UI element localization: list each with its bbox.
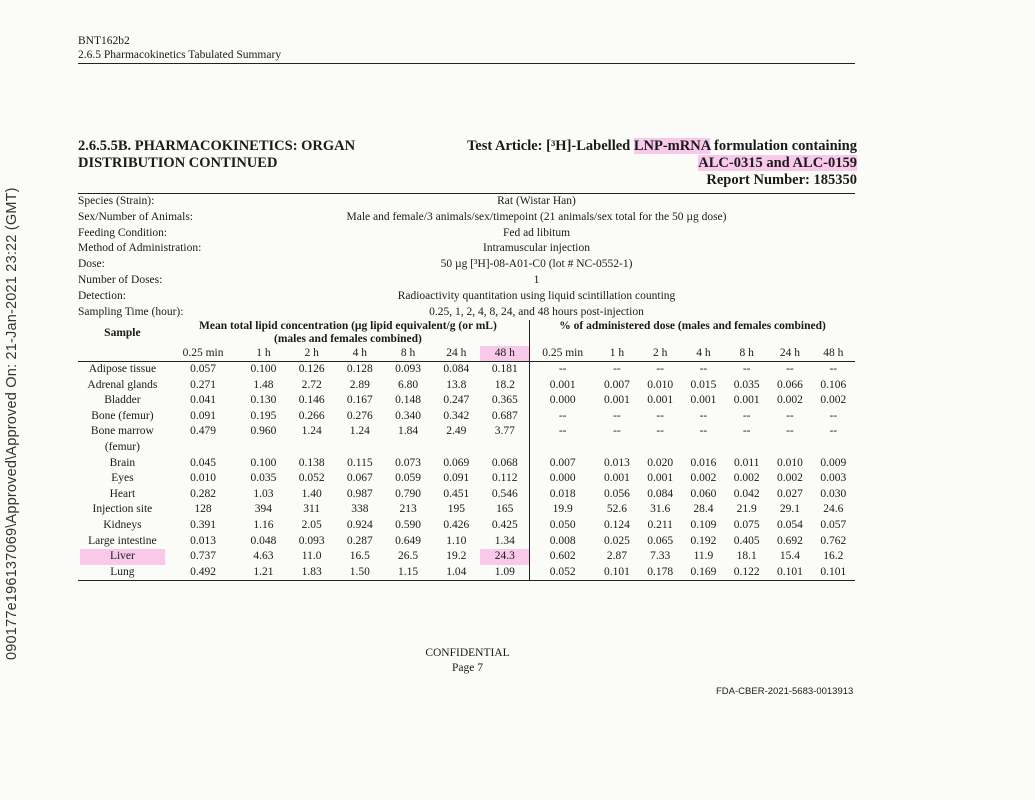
test-article-line1 (467, 138, 857, 155)
conc-value: 0.148 (395, 394, 422, 407)
sample-header: Sample (104, 326, 141, 339)
conc-value: 0.068 (491, 456, 518, 469)
pct-value: 0.054 (776, 518, 803, 531)
conc-time-header: 8 h (384, 346, 432, 362)
conc-value: 0.093 (395, 363, 422, 375)
conc-value: 0.052 (298, 472, 325, 485)
table-row (78, 502, 855, 518)
sample-name (78, 534, 167, 550)
pct-value: 15.4 (779, 550, 800, 563)
conc-value: 0.924 (346, 518, 373, 531)
pct-value: -- (742, 363, 751, 375)
pct-value: 0.057 (820, 518, 847, 531)
conc-value: 0.115 (347, 456, 373, 469)
conc-value: 0.130 (250, 394, 277, 407)
pct-value: -- (613, 409, 621, 422)
pct-value: 11.9 (693, 550, 714, 563)
test-article-title (467, 138, 857, 189)
conc-group-header-line1: Mean total lipid concentration (µg lipid equivalent/g (or mL) (199, 320, 497, 332)
pct-value: 0.016 (690, 456, 717, 469)
pct-value: 7.33 (650, 550, 671, 563)
meta-value: Fed ad libitum (502, 226, 571, 239)
conc-value: 0.271 (190, 378, 216, 391)
meta-row (78, 210, 855, 226)
conc-value: 0.069 (443, 456, 470, 469)
sample-name-line: Kidneys (103, 518, 142, 531)
sample-name (78, 487, 167, 503)
pct-value: -- (613, 425, 621, 438)
sample-name (78, 549, 167, 565)
pct-value: 0.178 (639, 565, 682, 581)
conc-value: 4.63 (253, 550, 274, 563)
conc-value: 0.126 (298, 363, 325, 375)
pct-value: 29.1 (779, 503, 800, 516)
pct-value: 0.692 (776, 534, 803, 547)
pct-value: 0.009 (820, 456, 847, 469)
conc-value: 1.24 (349, 425, 370, 438)
sample-name-line: Bone marrow (90, 425, 154, 438)
pct-value: 0.075 (733, 518, 760, 531)
table-row (78, 456, 855, 472)
meta-key: Dose: (78, 258, 105, 271)
pct-value: 0.052 (530, 565, 596, 581)
meta-value: 0.25, 1, 2, 4, 8, 24, and 48 hours post-injection (429, 305, 644, 318)
pct-value: -- (656, 409, 664, 422)
conc-value: 0.391 (190, 518, 216, 531)
conc-value: 0.987 (346, 487, 373, 500)
test-article-highlight: LNP-mRNA (633, 138, 711, 154)
pct-value: 0.007 (603, 378, 630, 391)
conc-value: 311 (303, 503, 321, 516)
sample-name-line: Adipose tissue (88, 363, 157, 375)
sample-name (78, 409, 167, 425)
conc-time-header: 24 h (432, 346, 480, 362)
pct-value: -- (742, 409, 751, 422)
sample-name-line: Liver (80, 549, 165, 565)
conc-value: 0.041 (190, 394, 216, 407)
page-footer (0, 646, 935, 676)
table-row (78, 409, 855, 425)
pct-value: 0.101 (768, 565, 811, 581)
pct-value: 0.124 (603, 518, 630, 531)
conc-value: 1.48 (253, 378, 274, 391)
meta-row (78, 257, 855, 273)
pct-value: 0.025 (603, 534, 630, 547)
conc-value: 0.035 (250, 472, 277, 485)
conc-value: 0.790 (395, 487, 422, 500)
meta-value: Rat (Wistar Han) (497, 195, 576, 207)
pct-value: 21.9 (736, 503, 757, 516)
conc-value: 1.34 (494, 534, 515, 547)
pct-value: 0.101 (595, 565, 638, 581)
pct-value: -- (786, 409, 794, 422)
pct-value: -- (699, 425, 708, 438)
sample-name-line: Bone (femur) (91, 409, 154, 422)
pct-value: -- (613, 363, 621, 375)
organ-distribution-table (78, 320, 855, 581)
conc-group-header-line2: (males and females combined) (273, 333, 422, 345)
conc-value: 0.100 (250, 363, 277, 375)
pct-time-header: 1 h (595, 346, 638, 362)
pct-value: 0.001 (733, 394, 760, 407)
conc-value: 1.16 (253, 518, 274, 531)
pct-time-header: 2 h (639, 346, 682, 362)
header-section: 2.6.5 Pharmacokinetics Tabulated Summary (78, 49, 282, 61)
pct-value: 0.030 (820, 487, 847, 500)
pct-value: -- (530, 409, 596, 425)
pct-value: -- (742, 425, 751, 438)
meta-key: Species (Strain): (78, 195, 155, 207)
meta-key: Number of Doses: (78, 273, 163, 286)
pct-value: 0.122 (725, 565, 768, 581)
sample-name (78, 362, 167, 378)
pct-value: 0.002 (776, 394, 803, 407)
conc-value: 0.479 (190, 425, 216, 438)
pct-time-header: 8 h (725, 346, 768, 362)
pct-value: 0.042 (733, 487, 760, 500)
fda-document-id: FDA-CBER-2021-5683-0013913 (716, 686, 854, 697)
meta-key: Sex/Number of Animals: (78, 210, 193, 223)
conc-value: 0.045 (190, 456, 216, 469)
table-row (78, 534, 855, 550)
pct-value: 0.001 (647, 394, 674, 407)
sample-name-line: Lung (110, 565, 135, 578)
pct-value: 0.169 (682, 565, 725, 581)
conc-value: 0.687 (491, 409, 518, 422)
pct-value: 24.6 (823, 503, 844, 516)
pct-value: 0.056 (603, 487, 630, 500)
conc-value: 0.091 (443, 472, 470, 485)
conc-value: 0.546 (491, 487, 518, 500)
pct-value: -- (656, 425, 664, 438)
conc-value: 1.10 (446, 534, 467, 547)
sample-name-line: Bladder (104, 394, 141, 407)
conc-value: 1.24 (301, 425, 322, 438)
pct-value: 18.1 (736, 550, 757, 563)
conc-value: 16.5 (349, 550, 370, 563)
pct-value: 2.87 (606, 550, 627, 563)
meta-value: Male and female/3 animals/sex/timepoint (21 animals/sex total for the 50 µg dose) (346, 210, 727, 223)
conc-value: 0.737 (190, 550, 216, 563)
conc-value: 0.287 (346, 534, 373, 547)
conc-value: 26.5 (398, 550, 419, 563)
sample-name (78, 393, 167, 409)
conc-value: 213 (399, 503, 417, 516)
table-row (78, 378, 855, 394)
meta-row (78, 305, 855, 321)
pct-value: 0.106 (820, 378, 847, 391)
conc-value: 0.960 (250, 425, 277, 438)
conc-time-header: 4 h (336, 346, 384, 362)
sample-name-line: Eyes (111, 472, 134, 485)
conc-value: 0.492 (167, 565, 240, 581)
conc-value: 0.266 (298, 409, 325, 422)
section-title (78, 138, 355, 172)
meta-key: Method of Administration: (78, 242, 202, 255)
pct-value: 0.011 (733, 456, 760, 469)
pct-value: 0.084 (647, 487, 674, 500)
pct-value: 0.027 (776, 487, 803, 500)
table-row (78, 393, 855, 409)
meta-key: Feeding Condition: (78, 226, 168, 239)
conc-group-header (167, 320, 530, 346)
conc-value: 0.649 (395, 534, 422, 547)
conc-value: 0.276 (346, 409, 373, 422)
pct-value: 0.405 (733, 534, 760, 547)
pct-value: 0.002 (776, 472, 803, 485)
pct-value: 0.066 (776, 378, 803, 391)
conc-value: 195 (447, 503, 465, 516)
conc-value: 394 (254, 503, 273, 516)
conc-value: 0.084 (443, 363, 470, 375)
sample-name-line: Adrenal glands (87, 378, 158, 391)
conc-value: 0.167 (346, 394, 373, 407)
approval-stamp: 090177e196137069\Approved\Approved On: 21-Jan-2021 23:22 (GMT) (4, 187, 20, 660)
pct-value: 0.007 (530, 456, 596, 472)
conc-value: 0.013 (190, 534, 216, 547)
conc-value: 0.340 (395, 409, 422, 422)
conc-value: 0.365 (491, 394, 518, 407)
test-article-lipids: ALC-0315 and ALC-0159 (698, 155, 857, 171)
meta-value: 1 (533, 273, 540, 286)
pct-time-header: 24 h (768, 346, 811, 362)
conc-value: 1.83 (288, 565, 336, 581)
meta-value: 50 µg [³H]-08-A01-C0 (lot # NC-0552-1) (440, 258, 633, 271)
conc-value: 0.426 (443, 518, 470, 531)
conc-value: 24.3 (480, 549, 529, 565)
conc-value: 0.342 (443, 409, 470, 422)
pct-value: -- (786, 363, 794, 375)
conc-value: 1.15 (384, 565, 432, 581)
conc-value: 0.100 (250, 456, 277, 469)
conc-value: 0.247 (443, 394, 470, 407)
conc-value: 0.128 (346, 363, 373, 375)
pct-value: 19.9 (530, 502, 596, 518)
conc-time-header: 2 h (288, 346, 336, 362)
conc-value: 0.195 (250, 409, 277, 422)
conc-value: 1.84 (398, 425, 419, 438)
pct-value: 16.2 (823, 550, 844, 563)
conc-value: 0.138 (298, 456, 325, 469)
test-article-post: formulation containing (710, 138, 857, 154)
pct-value: 0.211 (647, 518, 673, 531)
pct-value: 31.6 (650, 503, 671, 516)
conc-value: 1.40 (301, 487, 322, 500)
meta-key: Sampling Time (hour): (78, 305, 184, 318)
conc-value: 0.059 (395, 472, 422, 485)
pct-value: -- (829, 363, 838, 375)
table-row (78, 518, 855, 534)
sample-name-line: Injection site (92, 503, 153, 516)
conc-value: 0.590 (395, 518, 422, 531)
conc-value: 165 (496, 503, 514, 516)
sample-name (78, 378, 167, 394)
conc-value: 3.77 (494, 425, 515, 438)
pct-value: -- (699, 363, 708, 375)
table-row (78, 362, 855, 378)
pct-value: 0.065 (647, 534, 674, 547)
pct-value: 0.018 (530, 487, 596, 503)
test-article-line2 (467, 155, 857, 172)
units-row (78, 346, 855, 362)
conc-value: 2.72 (301, 378, 322, 391)
pct-value: -- (786, 425, 794, 438)
page-number: Page 7 (452, 662, 483, 674)
meta-value: Radioactivity quantitation using liquid scintillation counting (397, 289, 676, 302)
conc-value: 18.2 (494, 378, 515, 391)
section-title-line1: 2.6.5.5B. PHARMACOKINETICS: ORGAN (78, 138, 356, 154)
conc-value: 0.282 (190, 487, 216, 500)
document-header (78, 34, 281, 62)
pct-value: 0.008 (530, 534, 596, 550)
sample-name-line: Brain (109, 456, 136, 469)
conc-value: 0.091 (190, 409, 216, 422)
pct-value: -- (699, 409, 708, 422)
table-row (78, 424, 855, 455)
conc-value: 1.21 (239, 565, 287, 581)
pct-value: 0.001 (530, 378, 596, 394)
pct-value: 0.762 (820, 534, 847, 547)
sample-name (78, 518, 167, 534)
sample-name (78, 565, 167, 581)
meta-row (78, 226, 855, 242)
meta-row (78, 273, 855, 289)
header-rule (78, 63, 855, 64)
meta-value: Intramuscular injection (483, 242, 590, 255)
conc-value: 0.057 (190, 363, 216, 375)
conc-value: 1.50 (336, 565, 384, 581)
sample-name (78, 502, 167, 518)
header-product: BNT162b2 (78, 35, 130, 47)
pct-value: 28.4 (693, 503, 714, 516)
conc-value: 0.451 (443, 487, 470, 500)
pct-value: 0.010 (647, 378, 674, 391)
sample-name-line2: (femur) (104, 440, 140, 453)
table-row (78, 487, 855, 503)
conc-value: 0.048 (250, 534, 277, 547)
conc-time-header: 1 h (239, 346, 287, 362)
conc-value: 0.010 (190, 472, 216, 485)
meta-row (78, 289, 855, 305)
meta-key: Detection: (78, 289, 126, 302)
pct-value: 0.015 (690, 378, 717, 391)
pct-value: -- (530, 362, 596, 378)
conc-time-header: 48 h (480, 346, 529, 362)
pct-value: 0.000 (530, 471, 596, 487)
pct-value: -- (829, 425, 838, 438)
conc-value: 0.112 (492, 472, 518, 485)
study-metadata (78, 194, 855, 320)
conc-value: 11.0 (301, 550, 322, 563)
sample-name-line: Large intestine (88, 534, 157, 547)
units-blank (78, 346, 167, 362)
conc-value: 2.49 (446, 425, 467, 438)
pct-value: -- (829, 409, 838, 422)
pct-time-header: 4 h (682, 346, 725, 362)
table-row (78, 471, 855, 487)
pct-value: 0.002 (733, 472, 760, 485)
conc-value: 13.8 (446, 378, 467, 391)
conc-value: 128 (194, 503, 212, 516)
pct-value: -- (656, 363, 664, 375)
conc-value: 19.2 (446, 550, 467, 563)
pct-value: 0.010 (776, 456, 803, 469)
sample-name (78, 456, 167, 472)
pct-value: 0.050 (530, 518, 596, 534)
pct-value: 52.6 (606, 503, 627, 516)
pct-value: 0.101 (812, 565, 855, 581)
pct-value: 0.192 (690, 534, 717, 547)
conc-value: 0.181 (491, 363, 518, 375)
section-title-line2: DISTRIBUTION CONTINUED (78, 155, 278, 171)
conc-value: 6.80 (398, 378, 419, 391)
conc-value: 0.067 (346, 472, 373, 485)
pct-value: 0.060 (690, 487, 717, 500)
pct-value: 0.013 (603, 456, 630, 469)
group-header-row (78, 320, 855, 346)
pct-value: 0.001 (603, 472, 630, 485)
pct-value: 0.035 (733, 378, 760, 391)
conc-value: 2.05 (301, 518, 322, 531)
conc-value: 2.89 (349, 378, 370, 391)
pct-value: -- (530, 424, 596, 455)
conc-value: 0.073 (395, 456, 422, 469)
pct-value: 0.602 (530, 549, 596, 565)
pct-value: 0.002 (820, 394, 847, 407)
confidential-label: CONFIDENTIAL (425, 647, 510, 659)
table-row (78, 549, 855, 565)
sample-name (78, 424, 167, 455)
conc-value: 338 (351, 503, 369, 516)
pct-group-header: % of administered dose (males and females combined) (530, 320, 855, 346)
conc-value: 0.425 (491, 518, 518, 531)
pct-value: 0.001 (647, 472, 674, 485)
conc-value: 0.146 (298, 394, 325, 407)
pct-value: 0.000 (530, 393, 596, 409)
sample-name (78, 471, 167, 487)
report-number: Report Number: 185350 (706, 172, 857, 188)
pct-value: 0.001 (690, 394, 717, 407)
test-article-pre: Test Article: [³H]-Labelled (466, 138, 634, 154)
pct-value: 0.001 (603, 394, 630, 407)
table-row (78, 565, 855, 581)
meta-row (78, 241, 855, 257)
conc-value: 0.093 (298, 534, 325, 547)
conc-value: 1.03 (253, 487, 274, 500)
pct-value: 0.020 (647, 456, 674, 469)
pct-value: 0.109 (690, 518, 717, 531)
pct-value: 0.003 (820, 472, 847, 485)
pct-value: 0.002 (690, 472, 717, 485)
pct-time-header: 48 h (812, 346, 855, 362)
meta-row (78, 194, 855, 210)
conc-value: 1.04 (432, 565, 480, 581)
conc-value: 1.09 (480, 565, 529, 581)
conc-time-header: 0.25 min (167, 346, 240, 362)
pct-time-header: 0.25 min (530, 346, 596, 362)
sample-name-line: Heart (109, 487, 136, 500)
